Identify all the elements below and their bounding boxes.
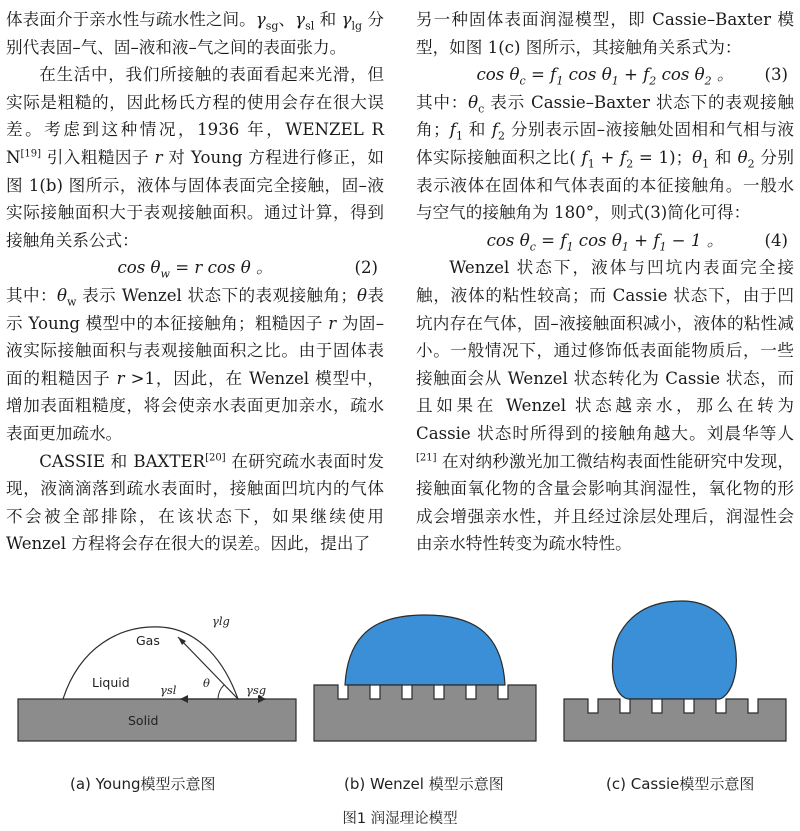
- equation-formula: $\cos \theta_c = f_1$ $\cos \theta_1 + f_2$ $\cos \theta_2$ 。: [476, 65, 734, 88]
- gamma-sl-label: γsl: [160, 683, 177, 697]
- paragraph: Wenzel 状态下，液体与凹坑内表面完全接触，液体的粘性较高；而 Cassie 状态下，由于凹坑内存在气体，固–液接触面积减小，液体的粘性减小。一般情况下，通过修饰低表面能物质后，一些接触面会从 Wenzel 状态转化为 Cassie 状态，而且如果在 Wenzel 状态越亲水，那么在转为 Cassie 状态时所得到的接触角越大。刘晨华等人[21] 在对纳秒激光加工微结构表面性能研究中发现，接触面氧化物的含量会影响其润湿性，氧化物的形成会增强亲水性，并且经过涂层处理后，润湿性会由亲水特性转变为疏水特性。: [416, 258, 794, 554]
- liquid-label: Liquid: [92, 675, 130, 690]
- panel-a-caption: (a) Young模型示意图: [70, 775, 216, 793]
- figure-1: [0, 405, 800, 831]
- equation-4: [416, 227, 794, 255]
- figure-title: 图1 润湿理论模型: [342, 811, 458, 827]
- rough-substrate: [314, 685, 536, 741]
- water-droplet: [345, 615, 505, 685]
- paragraph: 其中：$\theta_w$ 表示 Wenzel 状态下的表观接触角；θ表示 Young 模型中的本征接触角；粗糙因子 r 为固–液实际接触面积与表观接触面积之比。由于固体表面的粗糙因子 r >1，因此，在 Wenzel 模型中，增加表面粗糙度，将会使亲水表面更加亲水，疏水表面更加疏水。: [6, 285, 385, 443]
- panel-b-caption: (b) Wenzel 模型示意图: [344, 775, 504, 793]
- panel-c-caption: (c) Cassie模型示意图: [606, 775, 755, 793]
- paragraph: 另一种固体表面润湿模型，即 Cassie–Baxter 模型，如图 1(c) 图所示，其接触角关系式为：: [416, 10, 794, 57]
- paragraph: 在生活中，我们所接触的表面看起来光滑，但实际是粗糙的，因此杨氏方程的使用会存在很大误差。考虑到这种情况，1936 年，WENZEL R N[19] 引入粗糙因子 r 对 Young 方程进行修正，如图 1(b) 图所示，液体与固体表面完全接触，固–液实际接触面积大于表观接触面积。通过计算，得到接触角关系公式：: [6, 65, 384, 250]
- paragraph: 其中：$\theta_c$ 表示 Cassie–Baxter 状态下的表观接触角；$f_1$ 和 $f_2$ 分别表示固–液接触处固相和气相与液体实际接触面积之比( $f_1 + f_2 = 1$)；$\theta_1$ 和 $\theta_2$ 分别表示液体在固体和气体表面的本征接触角。一般水与空气的接触角为 180°，则式(3)简化可得：: [416, 92, 795, 223]
- gamma-sg-label: γsg: [246, 683, 267, 697]
- gamma-lg-label: γlg: [212, 614, 230, 628]
- contact-angle-arc: [218, 685, 224, 699]
- equation-3: [416, 61, 794, 89]
- equation-2: [6, 254, 384, 282]
- paragraph: 体表面介于亲水性与疏水性之间。$\gamma_{sg}$、$\gamma_{sl}$ 和 $\gamma_{lg}$ 分别代表固–气、固–液和液–气之间的表面张力。: [6, 10, 384, 57]
- solid-label: Solid: [128, 713, 159, 728]
- equation-formula: $\cos \theta_w = r$ cos θ 。: [117, 258, 273, 281]
- water-droplet: [612, 601, 736, 699]
- theta-label: θ: [203, 676, 210, 690]
- gas-label: Gas: [136, 633, 160, 648]
- wenzel-model-diagram: [300, 405, 550, 765]
- equation-number: (4): [764, 230, 788, 250]
- equation-number: (2): [354, 258, 378, 278]
- paragraph: CASSIE 和 BAXTER[20] 在研究疏水表面时发现，液滴滴落到疏水表面时，接触面凹坑内的气体不会被全部排除，在该状态下，如果继续使用 Wenzel 方程将会存在很大的误差。因此，提出了: [6, 451, 384, 554]
- rough-substrate: [564, 699, 786, 741]
- young-model-diagram: [0, 405, 300, 765]
- equation-formula: $\cos \theta_c = f_1$ $\cos \theta_1 + f_1 - 1$ 。: [486, 230, 724, 254]
- equation-number: (3): [764, 65, 788, 85]
- cassie-model-diagram: [550, 405, 800, 765]
